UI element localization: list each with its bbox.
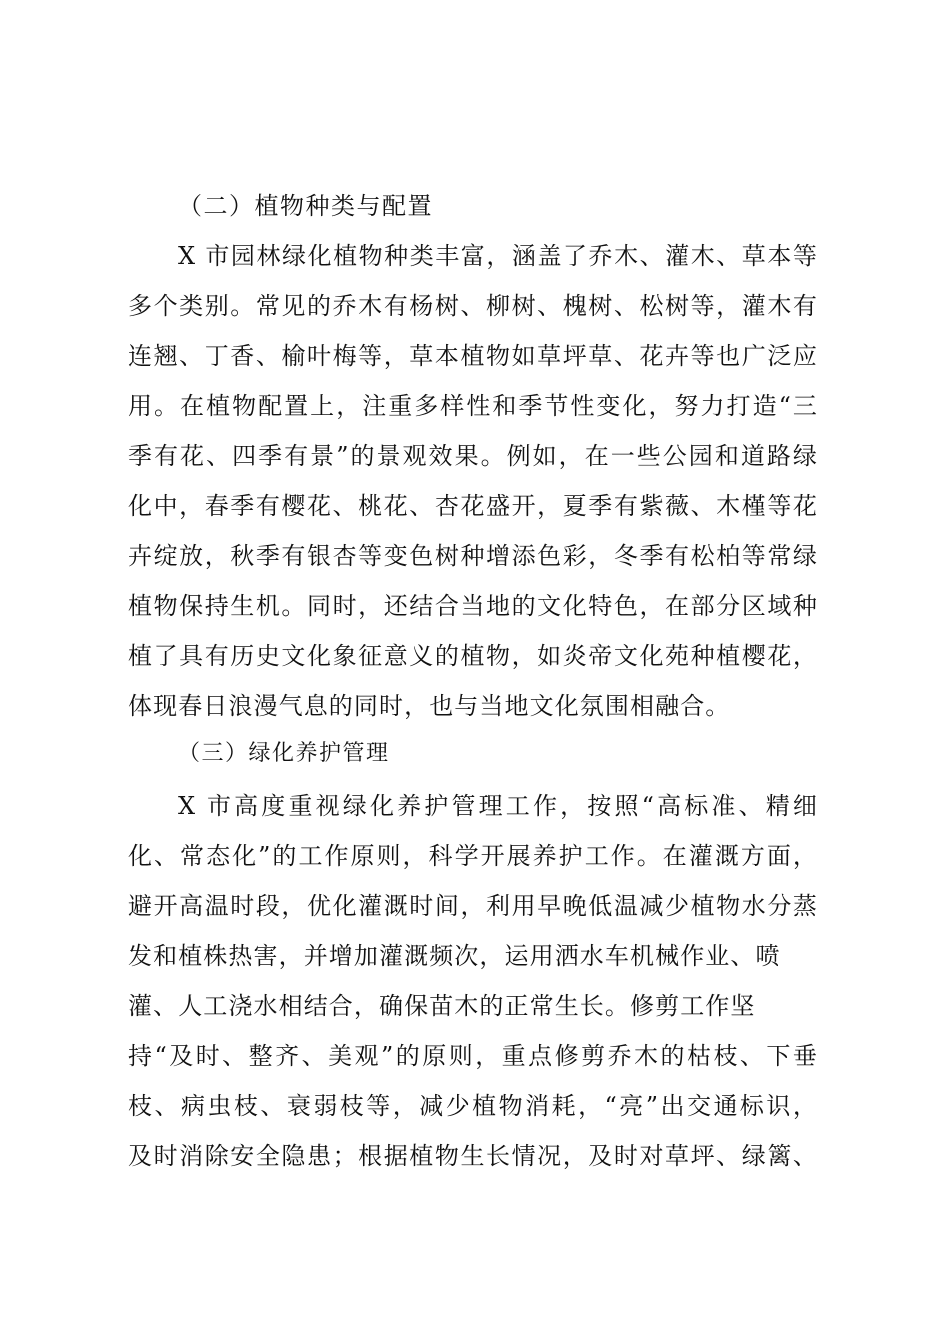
paragraph-line: 化、常态化”的工作原则，科学开展养护工作。在灌溉方面， <box>128 842 818 870</box>
paragraph-line: 卉绽放，秋季有银杏等变色树种增添色彩，冬季有松柏等常绿 <box>128 542 818 570</box>
section-heading-maintenance: （三）绿化养护管理 <box>178 741 390 766</box>
section-heading-plant-types: （二）植物种类与配置 <box>178 192 433 220</box>
paragraph-line: 化中，春季有樱花、桃花、杏花盛开，夏季有紫薇、木槿等花 <box>128 492 818 520</box>
paragraph-line: 持“及时、整齐、美观”的原则，重点修剪乔木的枯枝、下垂 <box>128 1042 818 1070</box>
paragraph-line: 灌、人工浇水相结合，确保苗木的正常生长。修剪工作坚 <box>128 992 756 1020</box>
paragraph-line: 多个类别。常见的乔木有杨树、柳树、槐树、松树等，灌木有 <box>128 292 818 320</box>
paragraph-line: X 市园林绿化植物种类丰富，涵盖了乔木、灌木、草本等 <box>178 242 818 270</box>
paragraph-line: 避开高温时段，优化灌溉时间，利用早晚低温减少植物水分蒸 <box>128 892 818 920</box>
paragraph-line: 用。在植物配置上，注重多样性和季节性变化，努力打造“三 <box>128 392 818 420</box>
paragraph-line: 连翘、丁香、榆叶梅等，草本植物如草坪草、花卉等也广泛应 <box>128 342 818 370</box>
paragraph-line: 体现春日浪漫气息的同时，也与当地文化氛围相融合。 <box>128 692 731 720</box>
paragraph-line: 植了具有历史文化象征意义的植物，如炎帝文化苑种植樱花， <box>128 642 818 670</box>
paragraph-line: X 市高度重视绿化养护管理工作，按照“高标准、精细 <box>178 792 818 820</box>
paragraph-line: 植物保持生机。同时，还结合当地的文化特色，在部分区域种 <box>128 592 818 620</box>
paragraph-line: 及时消除安全隐患；根据植物生长情况，及时对草坪、绿篱、 <box>128 1142 818 1170</box>
paragraph-line: 枝、病虫枝、衰弱枝等，减少植物消耗，“亮”出交通标识， <box>128 1092 818 1120</box>
paragraph-line: 季有花、四季有景”的景观效果。例如，在一些公园和道路绿 <box>128 442 818 470</box>
paragraph-line: 发和植株热害，并增加灌溉频次，运用洒水车机械作业、喷 <box>128 942 781 970</box>
